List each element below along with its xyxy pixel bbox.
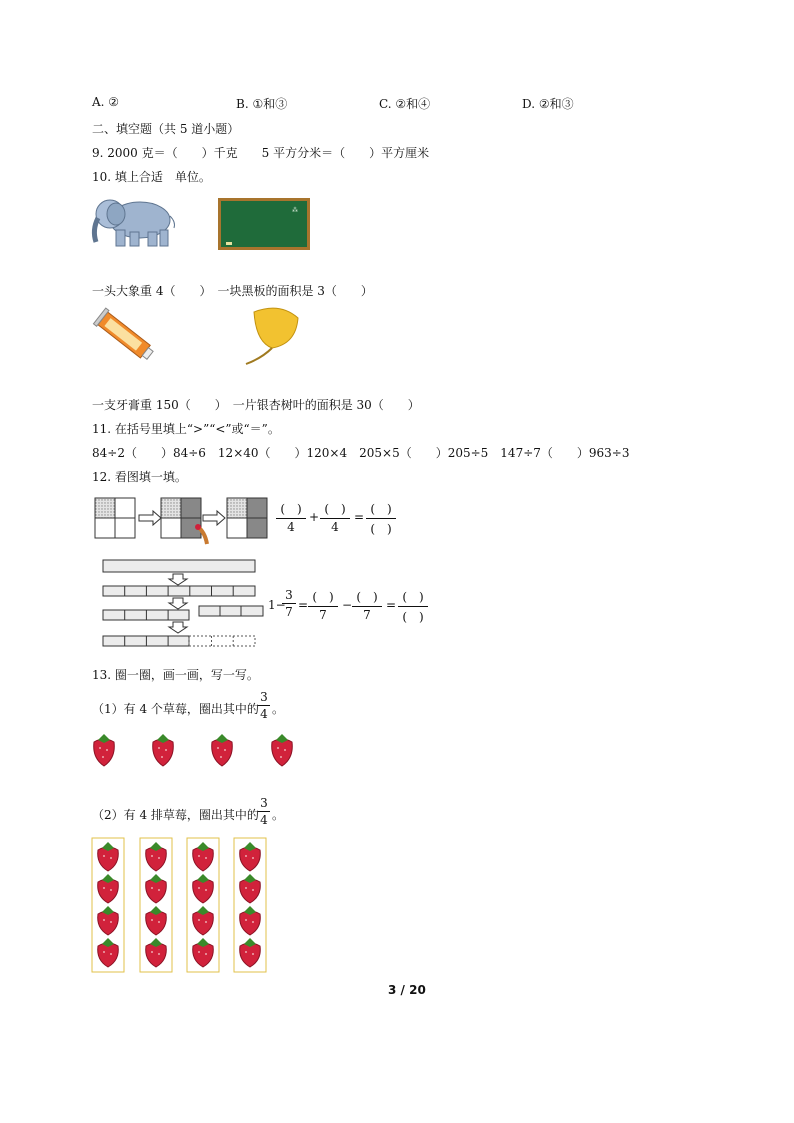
equals-sign-2: =: [298, 598, 309, 612]
fraction-1-numerator: ( ): [280, 502, 302, 516]
question-12-title: 12. 看图填一填。: [92, 470, 187, 484]
blackboard-image: [218, 198, 310, 250]
plus-sign: +: [309, 510, 320, 524]
fraction-6-denominator: ( ): [402, 610, 424, 624]
bar-strip-diagram: [103, 560, 263, 652]
fraction-three-quarters-2-denominator: 4: [260, 813, 268, 827]
fraction-4-denominator: 7: [319, 608, 327, 622]
fraction-three-quarters-2: [258, 796, 270, 827]
toothpaste-image: [92, 310, 158, 364]
strawberry-icon: [94, 734, 115, 766]
period-2: 。: [272, 808, 285, 822]
fraction-5-numerator: ( ): [356, 590, 378, 604]
strawberry-row: [90, 730, 300, 770]
fraction-4-numerator: ( ): [312, 590, 334, 604]
section-title: 二、填空题（共 5 道小题）: [92, 122, 240, 136]
option-a: A. ②: [92, 95, 120, 109]
option-d: D. ②和③: [522, 97, 574, 111]
fraction-6: [398, 588, 428, 625]
fraction-square-diagram: [95, 496, 273, 546]
question-13-sub2: （2）有 4 排草莓，圈出其中的: [92, 808, 259, 822]
fraction-3-numerator: ( ): [370, 502, 392, 516]
ginkgo-leaf-image: [240, 304, 300, 366]
svg-text:⁂: ⁂: [292, 207, 298, 214]
question-10-line1: 一头大象重 4（ ） 一块黑板的面积是 3（ ）: [92, 284, 373, 298]
minus-sign: −: [342, 598, 353, 612]
one-minus: 1−: [268, 598, 286, 612]
fraction-5: [352, 588, 382, 622]
fraction-2-denominator: 4: [331, 520, 339, 534]
period-1: 。: [272, 702, 285, 716]
equals-sign: =: [354, 510, 365, 524]
fraction-2: [320, 500, 350, 534]
fraction-3-7-numerator: 3: [285, 588, 293, 602]
option-c: C. ②和④: [379, 97, 431, 111]
fraction-4: [308, 588, 338, 622]
strawberry-column: [92, 838, 124, 972]
option-b: B. ①和③: [236, 97, 288, 111]
page-number: 3 / 20: [388, 983, 426, 997]
fraction-1: [276, 500, 306, 534]
fraction-5-denominator: 7: [363, 608, 371, 622]
elephant-image: [90, 192, 176, 250]
fraction-1-denominator: 4: [287, 520, 295, 534]
question-11-line: 84÷2（ ）84÷6 12×40（ ）120×4 205×5（ ）205÷5 147÷7（ ）963÷3: [92, 446, 630, 460]
fraction-three-quarters-1-numerator: 3: [260, 690, 268, 704]
question-13-sub1: （1）有 4 个草莓，圈出其中的: [92, 702, 259, 716]
strawberry-grid: [92, 838, 268, 976]
fraction-3: [366, 500, 396, 537]
fraction-6-numerator: ( ): [402, 590, 424, 604]
fraction-3-7: [282, 588, 296, 619]
fraction-three-quarters-2-numerator: 3: [260, 796, 268, 810]
question-9: 9. 2000 克＝（ ）千克 5 平方分米＝（ ）平方厘米: [92, 146, 430, 160]
fraction-three-quarters-1: [258, 690, 270, 721]
fraction-2-numerator: ( ): [324, 502, 346, 516]
question-13-title: 13. 圈一圈，画一画，写一写。: [92, 668, 259, 682]
fraction-3-denominator: ( ): [370, 522, 392, 536]
fraction-three-quarters-1-denominator: 4: [260, 707, 268, 721]
equals-sign-3: =: [386, 598, 397, 612]
question-10-title: 10. 填上合适 单位。: [92, 170, 211, 184]
question-10-line2: 一支牙膏重 150（ ） 一片银杏树叶的面积是 30（ ）: [92, 398, 420, 412]
question-11-title: 11. 在括号里填上“>”“<”或“＝”。: [92, 422, 280, 436]
fraction-3-7-denominator: 7: [285, 605, 293, 619]
